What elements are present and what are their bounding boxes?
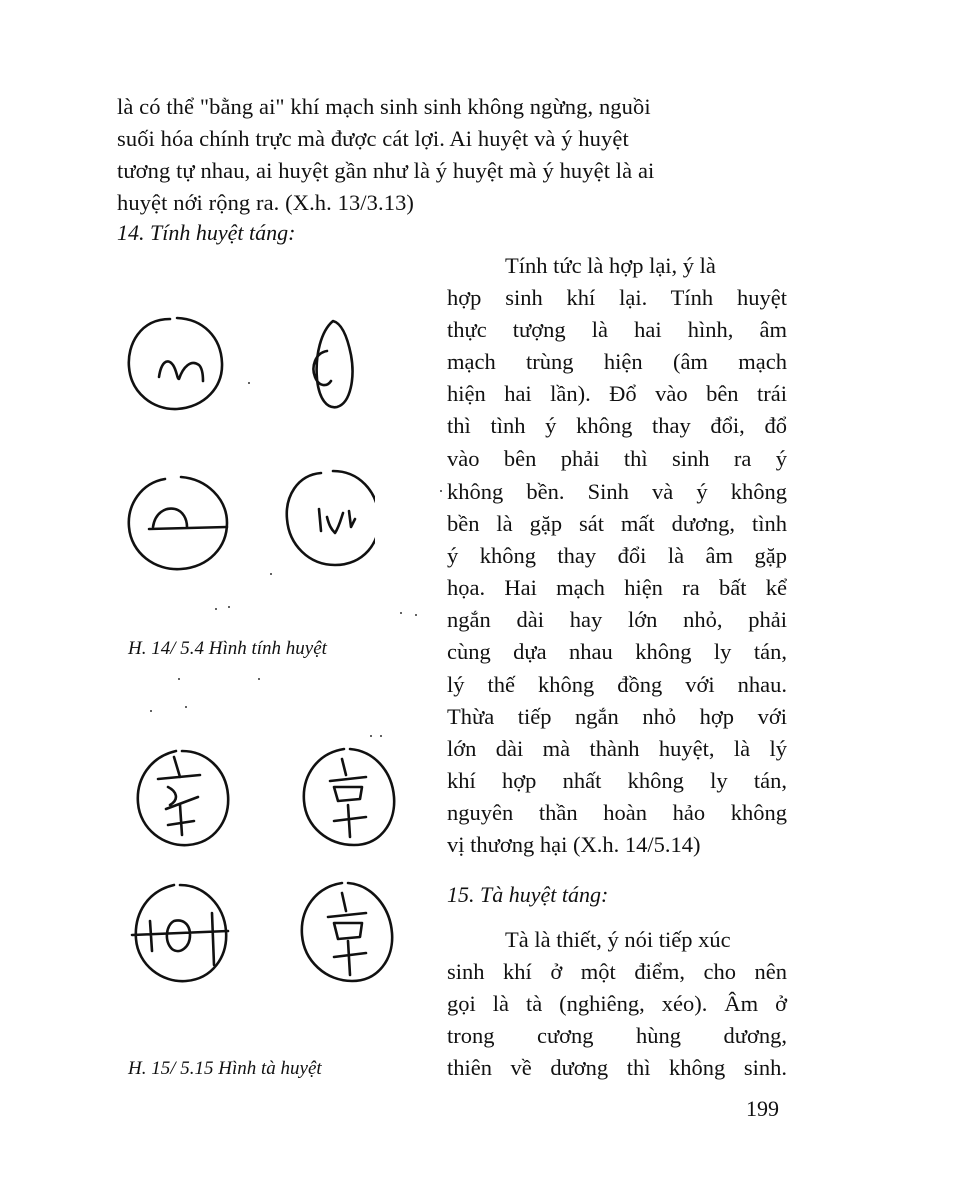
- body-line: cùng dựa nhau không ly tán,: [447, 639, 787, 664]
- body-line: mạch trùng hiện (âm mạch: [447, 349, 787, 374]
- scan-speck: [258, 678, 260, 680]
- scan-speck: [150, 710, 152, 712]
- paragraph-line: huyệt nới rộng ra. (X.h. 13/3.13): [117, 190, 415, 215]
- scan-speck: [228, 606, 230, 608]
- symbol-circled-character-3: [132, 885, 228, 981]
- symbol-circle-hook: [129, 318, 222, 409]
- body-line: trong cương hùng dương,: [447, 1023, 787, 1048]
- body-line: vị thương hại (X.h. 14/5.14): [447, 832, 701, 857]
- body-line: ý không thay đổi là âm gặp: [447, 543, 787, 568]
- body-line: Tính tức là hợp lại, ý là: [505, 253, 716, 278]
- figure-14-caption: H. 14/ 5.4 Hình tính huyệt: [128, 638, 327, 659]
- scan-speck: [440, 490, 442, 492]
- body-line: ngắn dài hay lớn nhỏ, phải: [447, 607, 787, 632]
- body-line: hợp sinh khí lại. Tính huyệt: [447, 285, 787, 310]
- paragraph-line: tương tự nhau, ai huyệt gần như là ý huyệt mà ý huyệt là ai: [117, 158, 655, 183]
- body-line: họa. Hai mạch hiện ra bất kể: [447, 575, 787, 600]
- symbol-teardrop: [314, 321, 353, 407]
- body-line: thực tượng là hai hình, âm: [447, 317, 787, 342]
- symbol-circle-dome: [129, 477, 227, 569]
- body-line: nguyên thần hoàn hảo không: [447, 800, 787, 825]
- section-15-heading: 15. Tà huyệt táng:: [447, 882, 609, 907]
- figure-15-svg: [128, 735, 403, 1045]
- body-line: thiên về dương thì không sinh.: [447, 1055, 787, 1080]
- body-line: hiện hai lần). Đổ vào bên trái: [447, 381, 787, 406]
- figure-14-drawing: [115, 305, 375, 605]
- page-number: 199: [746, 1096, 779, 1121]
- scan-speck: [400, 612, 402, 614]
- symbol-circled-character-1: [138, 751, 228, 845]
- body-line: thì tình ý không thay đổi, đổ: [447, 413, 787, 438]
- body-line: Tà là thiết, ý nói tiếp xúc: [505, 927, 731, 952]
- symbol-circle-strokes: [287, 471, 375, 565]
- body-line: Thừa tiếp ngắn nhỏ hợp với: [447, 704, 787, 729]
- paragraph-line: suối hóa chính trực mà được cát lợi. Ai huyệt và ý huyệt: [117, 126, 629, 151]
- symbol-circled-character-2: [304, 749, 394, 845]
- scan-speck: [415, 614, 417, 616]
- paragraph-line: là có thể "bằng ai" khí mạch sinh sinh không ngừng, nguồi: [117, 94, 651, 119]
- scan-speck: [270, 573, 272, 575]
- figure-15-drawing: [128, 735, 403, 1045]
- scan-speck: [215, 608, 217, 610]
- figure-15-caption: H. 15/ 5.15 Hình tà huyệt: [128, 1058, 322, 1079]
- body-line: vào bên phải thì sinh ra ý: [447, 446, 787, 471]
- body-line: lý thế không đồng với nhau.: [447, 672, 787, 697]
- body-line: sinh khí ở một điểm, cho nên: [447, 959, 787, 984]
- body-line: khí hợp nhất không ly tán,: [447, 768, 787, 793]
- section-14-heading: 14. Tính huyệt táng:: [117, 220, 296, 245]
- figure-14-svg: [115, 305, 375, 605]
- scan-speck: [185, 706, 187, 708]
- scan-speck: [248, 382, 250, 384]
- body-line: không bền. Sinh và ý không: [447, 479, 787, 504]
- body-line: gọi là tà (nghiêng, xéo). Âm ở: [447, 991, 787, 1016]
- body-line: lớn dài mà thành huyệt, là lý: [447, 736, 787, 761]
- symbol-circled-character-4: [302, 883, 392, 981]
- scan-speck: [178, 678, 180, 680]
- body-line: bền là gặp sát mất dương, tình: [447, 511, 787, 536]
